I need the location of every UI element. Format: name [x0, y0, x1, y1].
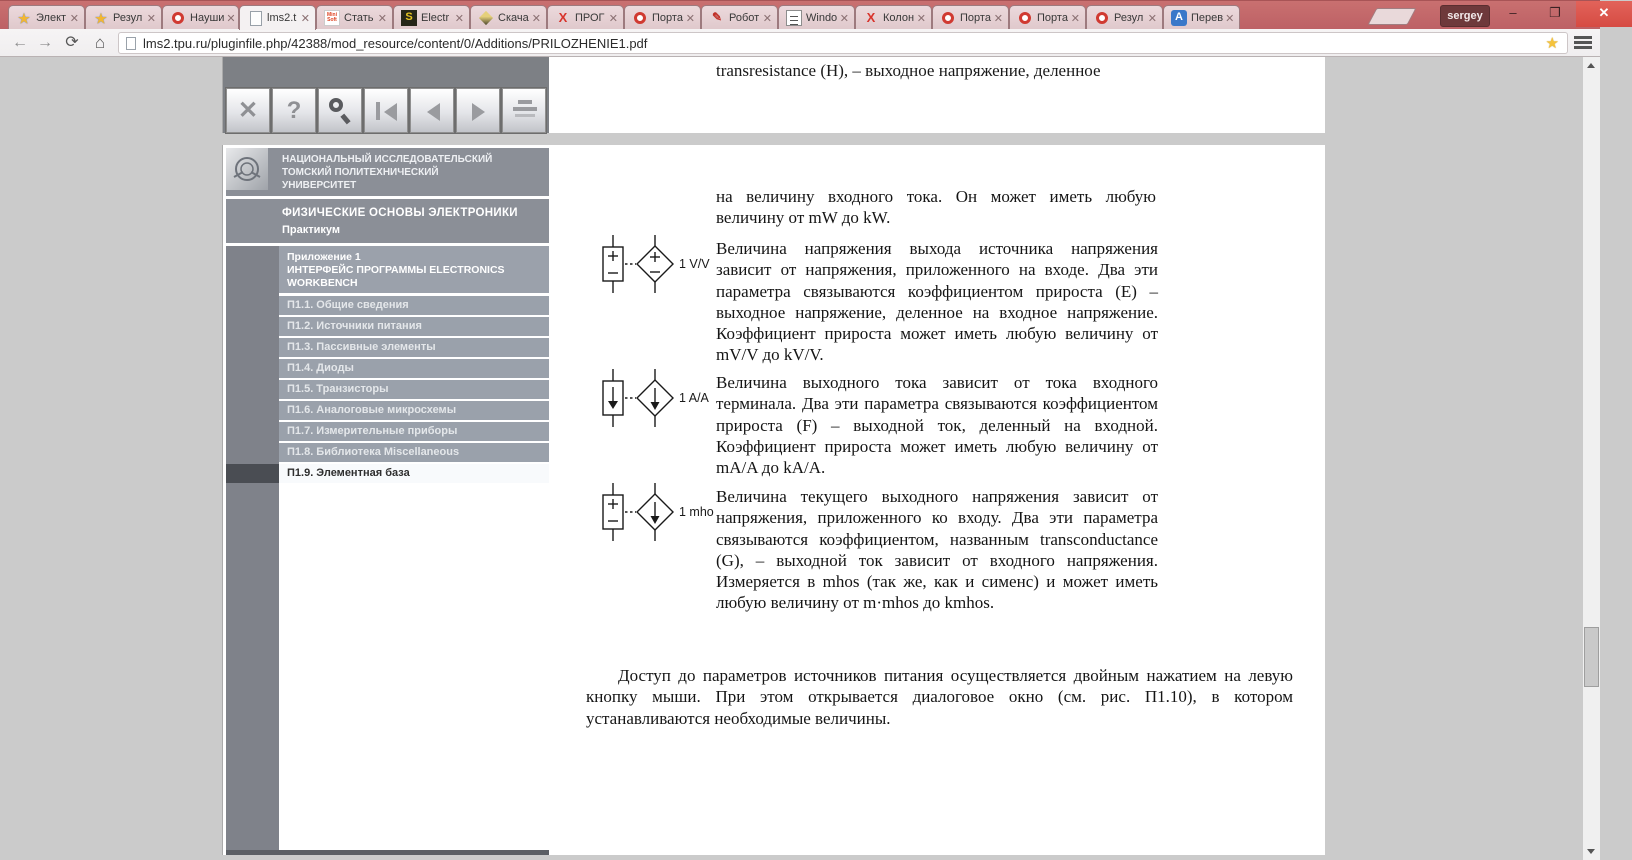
tab-title: lms2.t [267, 12, 297, 24]
tpu-favicon-icon [1094, 10, 1110, 26]
browser-tab-strip [0, 0, 1610, 29]
paragraph-source-3: Величина текущего выходного напряжения зависит от напряжения, приложенного ко входу. Два эти параметра связываются коэффициентом, названным transconductance (G), – выходной ток зависит от входного напряжения. Измеряется в mhos (так же, как и сименс) и может иметь любую величину от m·mhos до kmhos. [716, 487, 1158, 613]
close-window-button[interactable]: ✕ [1576, 1, 1632, 27]
scroll-down-arrow[interactable] [1583, 843, 1600, 860]
minimize-button[interactable]: – [1509, 5, 1517, 20]
minisoft-favicon-icon [324, 10, 340, 26]
sidebar-item-p1-7[interactable]: П1.7. Измерительные приборы [279, 422, 549, 441]
tpu-favicon-icon [940, 10, 956, 26]
xred-favicon-icon [863, 10, 879, 26]
section-title: Приложение 1 [287, 251, 361, 263]
tab-close-icon[interactable]: ✕ [454, 12, 464, 25]
tab-close-icon[interactable]: ✕ [839, 12, 849, 25]
browser-tab-8[interactable] [547, 5, 624, 30]
tab-title: Робот [729, 12, 760, 24]
tab-title: Элект [36, 12, 67, 24]
address-bar[interactable] [118, 32, 1568, 54]
browser-tab-15[interactable] [1086, 5, 1163, 30]
browser-tab-13[interactable] [932, 5, 1009, 30]
tab-close-icon[interactable]: ✕ [300, 12, 310, 25]
university-header [226, 148, 549, 196]
tab-close-icon[interactable]: ✕ [531, 12, 541, 25]
browser-toolbar [0, 29, 1600, 57]
star-favicon-icon [16, 10, 32, 26]
tab-title: Колон [883, 12, 915, 24]
translate-favicon-icon [1171, 10, 1187, 26]
vertical-scrollbar[interactable] [1583, 57, 1600, 860]
pencil-favicon-icon [709, 10, 725, 26]
tab-title: Стать [344, 12, 374, 24]
browser-tab-2[interactable] [85, 5, 162, 30]
tab-close-icon[interactable]: ✕ [146, 12, 156, 25]
first-page-icon [376, 102, 380, 120]
university-emblem-icon [231, 153, 263, 185]
sidebar-item-p1-8[interactable]: П1.8. Библиотека Miscellaneous [279, 443, 549, 462]
electr-favicon-icon [401, 10, 417, 26]
tab-title: Резул [1114, 12, 1144, 24]
browser-tab-11[interactable] [778, 5, 855, 30]
menu-icon[interactable] [1574, 36, 1592, 49]
pdf-viewer-toolbar [226, 88, 546, 133]
university-name-line2: ТОМСКИЙ ПОЛИТЕХНИЧЕСКИЙ [282, 167, 439, 178]
url-text[interactable]: lms2.tpu.ru/pluginfile.php/42388/mod_resource/content/0/Additions/PRILOZHENIE1.pdf [143, 35, 648, 51]
print-icon [513, 107, 537, 111]
first-page-button[interactable] [364, 88, 408, 133]
tpu-favicon-icon [632, 10, 648, 26]
home-button[interactable]: ⌂ [94, 33, 106, 52]
browser-tab-6[interactable] [393, 5, 470, 30]
doc-favicon-icon [247, 10, 263, 26]
disk-favicon-icon [478, 10, 494, 26]
browser-tab-9[interactable] [624, 5, 701, 30]
sidebar-bottom-strip [226, 850, 549, 855]
bookmark-star-icon[interactable]: ★ [1545, 35, 1559, 52]
section-header [279, 246, 549, 293]
sidebar-left-strip [226, 246, 279, 852]
symbol-label: 1 A/A [679, 391, 709, 405]
prev-page-button[interactable] [410, 88, 454, 133]
course-title: ФИЗИЧЕСКИЕ ОСНОВЫ ЭЛЕКТРОНИКИ [282, 207, 518, 219]
tab-close-icon[interactable]: ✕ [377, 12, 387, 25]
new-tab-button[interactable] [1367, 8, 1416, 25]
sidebar-item-p1-4[interactable]: П1.4. Диоды [279, 359, 549, 378]
browser-tab-14[interactable] [1009, 5, 1086, 30]
page-icon [126, 37, 136, 50]
sidebar-item-p1-6[interactable]: П1.6. Аналоговые микросхемы [279, 401, 549, 420]
tab-close-icon[interactable]: ✕ [608, 12, 618, 25]
browser-tab-16[interactable] [1163, 5, 1240, 30]
magnifier-icon [329, 98, 343, 112]
close-button[interactable]: ✕ [226, 88, 270, 133]
sidebar-item-p1-2[interactable]: П1.2. Источники питания [279, 317, 549, 336]
browser-tab-3[interactable] [162, 5, 239, 30]
browser-tab-10[interactable] [701, 5, 778, 30]
sidebar-item-p1-9[interactable]: П1.9. Элементная база [279, 464, 549, 483]
active-item-marker [226, 464, 279, 483]
tab-title: Порта [652, 12, 683, 24]
tab-title: Резул [113, 12, 143, 24]
browser-tab-1[interactable] [8, 5, 85, 30]
sidebar-item-p1-3[interactable]: П1.3. Пассивные элементы [279, 338, 549, 357]
back-button[interactable]: ← [12, 34, 28, 51]
tab-close-icon[interactable]: ✕ [226, 12, 236, 25]
tab-title: Windo [806, 12, 838, 24]
reload-button[interactable]: ⟳ [65, 34, 79, 51]
symbol-label: 1 mho [679, 505, 714, 519]
paragraph-access-note: Доступ до параметров источников питания осуществляется двойным нажатием на левую кнопку мыши. При этом открывается диалоговое окно (см. рис. П1.10), в котором устанавливаются необходимые величины. [586, 666, 1293, 728]
tab-title: Науши [190, 12, 225, 24]
tab-close-icon[interactable]: ✕ [993, 12, 1003, 25]
browser-tab-12[interactable] [855, 5, 932, 30]
course-header [226, 199, 549, 243]
tab-close-icon[interactable]: ✕ [1225, 12, 1235, 25]
tab-title: Скача [498, 12, 529, 24]
doclines-favicon-icon [786, 10, 802, 26]
paragraph-source-2: Величина выходного тока зависит от тока входного терминала. Два эти параметра связываются коэффициентом прироста (F) – выходной ток, деленный на входной. Коэффициент прироста может иметь любую величину от mA/A до kA/A. [716, 373, 1158, 478]
tab-title: Electr [421, 12, 450, 24]
tab-close-icon[interactable]: ✕ [69, 12, 79, 25]
tpu-favicon-icon [1017, 10, 1033, 26]
tab-close-icon[interactable]: ✕ [1070, 12, 1080, 25]
paragraph-source-1: Величина напряжения выхода источника напряжения зависит от напряжения, приложенного на входе. Два эти параметра связываются коэффициентом прироста (E) – выходное напряжение, деленное на входное напряжение. Коэффициент прироста может иметь любую величину от mV/V до kV/V. [716, 239, 1158, 365]
previous-page-text: transresistance (H), – выходное напряжение, деленное [716, 61, 1101, 80]
tab-close-icon[interactable]: ✕ [916, 12, 926, 25]
search-button[interactable] [318, 88, 362, 133]
tab-title: Перев [1191, 12, 1224, 24]
browser-tab-7[interactable] [470, 5, 547, 30]
star-favicon-icon [93, 10, 109, 26]
university-name-line3: УНИВЕРСИТЕТ [282, 180, 357, 191]
tab-title: Порта [1037, 12, 1068, 24]
symbol-label: 1 V/V [679, 257, 710, 271]
scrollbar-thumb[interactable] [1584, 627, 1599, 687]
pdf-page-current [222, 145, 1325, 855]
section-subtitle: ИНТЕРФЕЙС ПРОГРАММЫ ELECTRONICS WORKBENCH [287, 264, 505, 289]
tab-close-icon[interactable]: ✕ [762, 12, 772, 25]
university-name-line1: НАЦИОНАЛЬНЫЙ ИССЛЕДОВАТЕЛЬСКИЙ [282, 154, 493, 165]
browser-tab-5[interactable] [316, 5, 393, 30]
tpu-favicon-icon [170, 10, 186, 26]
restore-button[interactable]: ❐ [1549, 5, 1561, 20]
tab-close-icon[interactable]: ✕ [685, 12, 695, 25]
tab-title: ПРОГ [575, 12, 605, 24]
help-button[interactable]: ? [272, 88, 316, 133]
print-button[interactable] [502, 88, 546, 133]
sidebar-item-p1-5[interactable]: П1.5. Транзисторы [279, 380, 549, 399]
xred-favicon-icon [555, 10, 571, 26]
next-page-button[interactable] [456, 88, 500, 133]
tab-close-icon[interactable]: ✕ [1147, 12, 1157, 25]
tab-title: Порта [960, 12, 991, 24]
scroll-up-arrow[interactable] [1583, 57, 1600, 74]
sidebar-item-p1-1[interactable]: П1.1. Общие сведения [279, 296, 549, 315]
pdf-content-area [0, 57, 1600, 860]
next-page-icon [472, 103, 485, 121]
browser-tab-4[interactable] [239, 5, 316, 30]
browser-user-button[interactable]: sergey [1440, 5, 1490, 27]
university-logo [226, 148, 268, 190]
prev-page-icon [427, 103, 440, 121]
forward-button[interactable]: → [37, 34, 53, 51]
course-subtitle: Практикум [282, 224, 341, 236]
paragraph-power-range: на величину входного тока. Он может иметь любую величину от mW до kW. [716, 187, 1156, 228]
